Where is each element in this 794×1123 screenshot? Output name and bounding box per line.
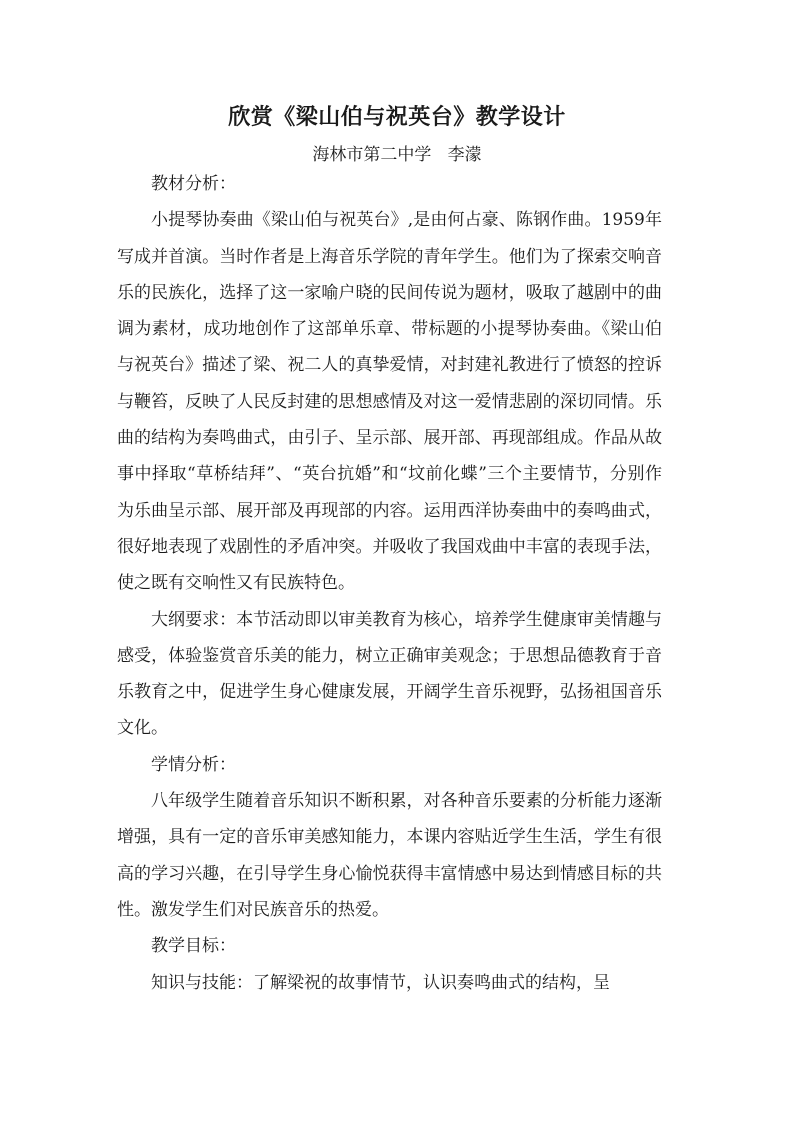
- section-heading-teaching-goals: 教学目标：: [151, 936, 236, 957]
- paragraph-syllabus-requirements: 大纲要求：本节活动即以审美教育为核心，培养学生健康审美情趣与感受，体验鉴赏音乐美的能力，树立正确审美观念；于思想品德教育于音乐教育之中，促进学生身心健康发展，开阔学生音乐视野，弘扬祖国音乐文化。: [117, 609, 662, 739]
- paragraph-student-analysis: 八年级学生随着音乐知识不断积累，对各种音乐要素的分析能力逐渐增强，具有一定的音乐审美感知能力，本课内容贴近学生生活，学生有很高的学习兴趣，在引导学生身心愉悦获得丰富情感中易达到情感目标的共性。激发学生们对民族音乐的热爱。: [117, 791, 662, 920]
- paragraph-textbook-analysis: 小提琴协奏曲《梁山伯与祝英台》,是由何占豪、陈钢作曲。1959年写成并首演。当时作者是上海音乐学院的青年学生。他们为了探索交响音乐的民族化，选择了这一家喻户晓的民间传说为题材，吸取了越剧中的曲调为素材，成功地创作了这部单乐章、带标题的小提琴协奏曲。《梁山伯与祝英台》描述了梁、祝二人的真挚爱情，对封建礼教进行了愤怒的控诉与鞭笞，反映了人民反封建的思想感情及对这一爱情悲剧的深切同情。乐曲的结构为奏鸣曲式，由引子、呈示部、展开部、再现部组成。作品从故事中择取“草桥结拜”、“英台抗婚”和“坟前化蝶”三个主要情节，分别作为乐曲呈示部、展开部及再现部的内容。运用西洋协奏曲中的奏鸣曲式，很好地表现了戏剧性的矛盾冲突。并吸收了我国戏曲中丰富的表现手法，使之既有交响性又有民族特色。: [117, 210, 662, 594]
- section-heading-textbook-analysis: 教材分析：: [151, 174, 236, 194]
- section-heading-student-analysis: 学情分析：: [151, 754, 236, 775]
- paragraph-knowledge-skills: 知识与技能：了解梁祝的故事情节，认识奏鸣曲式的结构，呈: [151, 972, 610, 993]
- document-author: 海林市第二中学 李濛: [312, 145, 482, 165]
- document-title: 欣赏《梁山伯与祝英台》教学设计: [228, 104, 566, 130]
- document-body: [117, 166, 662, 1001]
